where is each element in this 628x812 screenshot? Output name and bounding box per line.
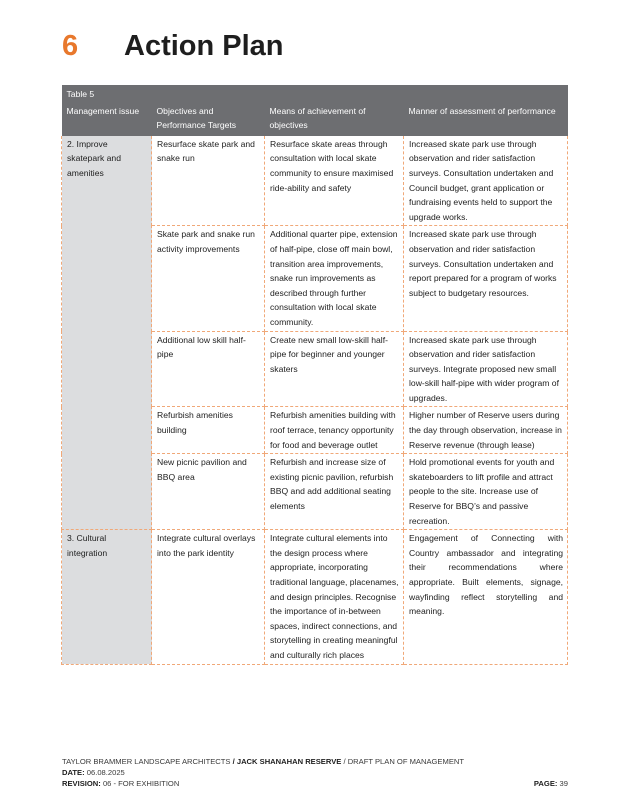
means-cell: Create new small low-skill half-pipe for beginner and younger skaters xyxy=(265,331,404,407)
table-caption-row xyxy=(62,85,568,102)
section-number: 6 xyxy=(62,30,79,62)
footer-firm: TAYLOR BRAMMER LANDSCAPE ARCHITECTS xyxy=(62,757,231,766)
objective-cell: New picnic pavilion and BBQ area xyxy=(152,454,265,530)
footer-date-line xyxy=(62,767,568,778)
section-title: Action Plan xyxy=(124,30,284,62)
action-plan-table xyxy=(61,85,568,665)
footer-date: 06.08.2025 xyxy=(86,768,125,777)
footer-document: DRAFT PLAN OF MANAGEMENT xyxy=(347,757,465,766)
assessment-cell: Increased skate park use through observation and rider satisfaction surveys. Integrate proposed new small low-skill half-pipe with wider program of upgrades. xyxy=(404,331,568,407)
footer-revision-line xyxy=(62,778,568,789)
page-footer xyxy=(62,756,568,789)
header-objectives: Objectives and Performance Targets xyxy=(152,102,265,136)
footer-revision: 06 - FOR EXHIBITION xyxy=(102,779,180,788)
assessment-cell: Higher number of Reserve users during the day through observation, increase in Reserve revenue (through lease) xyxy=(404,407,568,454)
means-cell: Integrate cultural elements into the design process where appropriate, incorporating traditional language, placenames, and design principles. Recognise the importance of in-between spaces, indirect connections, and storytelling in creating meaningful and culturally rich places xyxy=(265,530,404,664)
header-assessment: Manner of assessment of performance xyxy=(404,102,568,136)
header-means: Means of achievement of objectives xyxy=(265,102,404,136)
table-caption: Table 5 xyxy=(62,85,568,102)
assessment-cell: Engagement of Connecting with Country ambassador and integrating their recommendations where appropriate. Built elements, signage, wayfinding reflect storytelling and meaning. xyxy=(404,530,568,664)
footer-page-label: PAGE: xyxy=(533,779,558,788)
footer-separator: / xyxy=(341,757,348,766)
means-cell: Refurbish amenities building with roof terrace, tenancy opportunity for food and beverage outlet xyxy=(265,407,404,454)
assessment-cell: Hold promotional events for youth and skateboarders to lift profile and attract people to the site. Increase use of Reserve for BBQ’s and passive recreation. xyxy=(404,454,568,530)
footer-separator: / xyxy=(230,757,237,766)
objective-cell: Integrate cultural overlays into the park identity xyxy=(152,530,265,664)
table-header-row xyxy=(62,102,568,136)
issue-cell: 3. Cultural integration xyxy=(62,530,152,664)
table-row xyxy=(62,136,568,226)
header-management-issue: Management issue xyxy=(62,102,152,136)
issue-cell: 2. Improve skatepark and amenities xyxy=(62,136,152,530)
table-row xyxy=(62,530,568,664)
objective-cell: Refurbish amenities building xyxy=(152,407,265,454)
assessment-cell: Increased skate park use through observation and rider satisfaction surveys. Consultation undertaken and Council budget, grant application or fundraising events held to support the upgrade works. xyxy=(404,136,568,226)
footer-date-label: DATE: xyxy=(62,768,85,777)
objective-cell: Skate park and snake run activity improvements xyxy=(152,226,265,331)
means-cell: Refurbish and increase size of existing picnic pavilion, refurbish BBQ and add additional seating elements xyxy=(265,454,404,530)
footer-revision-label: REVISION: xyxy=(62,779,101,788)
means-cell: Additional quarter pipe, extension of half-pipe, close off main bowl, transition area improvements, snake run improvements as described through further consultation with local skate community. xyxy=(265,226,404,331)
objective-cell: Additional low skill half-pipe xyxy=(152,331,265,407)
means-cell: Resurface skate areas through consultation with local skate community to ensure maximised ride-ability and safety xyxy=(265,136,404,226)
footer-project-line xyxy=(62,756,568,767)
footer-page-number xyxy=(534,778,568,789)
footer-project: JACK SHANAHAN RESERVE xyxy=(236,757,342,766)
objective-cell: Resurface skate park and snake run xyxy=(152,136,265,226)
footer-page: 39 xyxy=(559,779,568,788)
assessment-cell: Increased skate park use through observation and rider satisfaction surveys. Consultation undertaken and report prepared for a program of works subject to budgetary resources. xyxy=(404,226,568,331)
